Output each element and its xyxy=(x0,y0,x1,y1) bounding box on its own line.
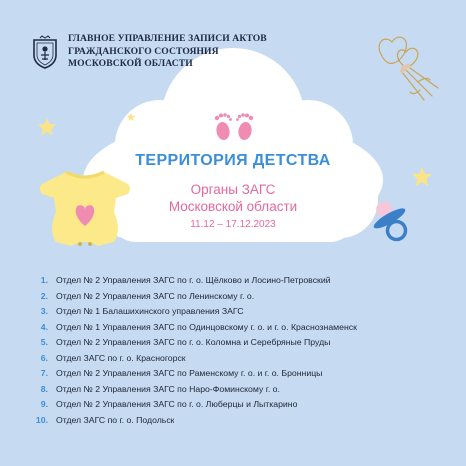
header xyxy=(30,33,267,71)
subtitle-line-1: Органы ЗАГС xyxy=(190,182,276,197)
list-number: 6. xyxy=(40,352,48,363)
org-line-3: МОСКОВСКОЙ ОБЛАСТИ xyxy=(68,58,193,69)
subtitle-line-2: Московской области xyxy=(168,199,298,214)
list-item xyxy=(22,275,458,291)
list-item xyxy=(22,368,458,384)
list-item xyxy=(22,399,458,415)
baby-feet-icon xyxy=(209,107,259,143)
star-icon xyxy=(126,112,136,122)
list-item-text: Отдел № 2 Управления ЗАГС по Ленинскому г. о. xyxy=(56,290,255,301)
list-item xyxy=(22,322,458,338)
list-number: 10. xyxy=(35,414,48,425)
office-list xyxy=(22,275,458,430)
list-number: 4. xyxy=(40,321,48,332)
list-item-text: Отдел № 2 Управления ЗАГС по Наро-Фоминскому г. о. xyxy=(56,383,280,394)
list-number: 3. xyxy=(40,306,48,316)
org-line-2: ГРАЖДАНСКОГО СОСТОЯНИЯ xyxy=(68,45,219,57)
list-item xyxy=(22,291,458,307)
list-item xyxy=(22,353,458,369)
list-item xyxy=(22,415,458,431)
list-item-text: Отдел № 1 Управления ЗАГС по Одинцовскому г. о. и г. о. Краснознаменск xyxy=(56,321,357,332)
date-range: 11.12 – 17.12.2023 xyxy=(190,219,276,230)
list-item-text: Отдел № 2 Управления ЗАГС по г. о. Щёлково и Лосино-Петровский xyxy=(56,275,331,285)
list-item-text: Отдел ЗАГС по г. о. Красногорск xyxy=(56,352,186,363)
organization-name xyxy=(68,33,267,71)
coat-of-arms-icon xyxy=(30,35,60,69)
list-number: 1. xyxy=(40,275,48,285)
star-icon xyxy=(36,116,58,138)
list-item xyxy=(22,306,458,322)
list-item-text: Отдел № 2 Управления ЗАГС по г. о. Люберцы и Лыткарино xyxy=(56,399,298,409)
heart-flowers-icon xyxy=(362,22,446,104)
list-item-text: Отдел № 1 Балашихинского управления ЗАГС xyxy=(56,306,244,316)
list-item-text: Отдел ЗАГС по г. о. Подольск xyxy=(56,414,175,425)
list-item xyxy=(22,337,458,353)
list-number: 2. xyxy=(40,290,48,301)
list-number: 5. xyxy=(40,337,48,347)
org-line-1: ГЛАВНОЕ УПРАВЛЕНИЕ ЗАПИСИ АКТОВ xyxy=(68,33,267,44)
page-title: ТЕРРИТОРИЯ ДЕТСТВА xyxy=(135,152,331,169)
list-number: 7. xyxy=(40,368,48,378)
list-number: 9. xyxy=(40,399,48,409)
subtitle xyxy=(0,181,466,215)
list-number: 8. xyxy=(40,383,48,394)
list-item-text: Отдел № 2 Управления ЗАГС по г. о. Коломна и Серебряные Пруды xyxy=(56,337,331,347)
list-item-text: Отдел № 2 Управления ЗАГС по Раменскому г. о. и г. о. Бронницы xyxy=(56,368,323,378)
list-item xyxy=(22,384,458,400)
